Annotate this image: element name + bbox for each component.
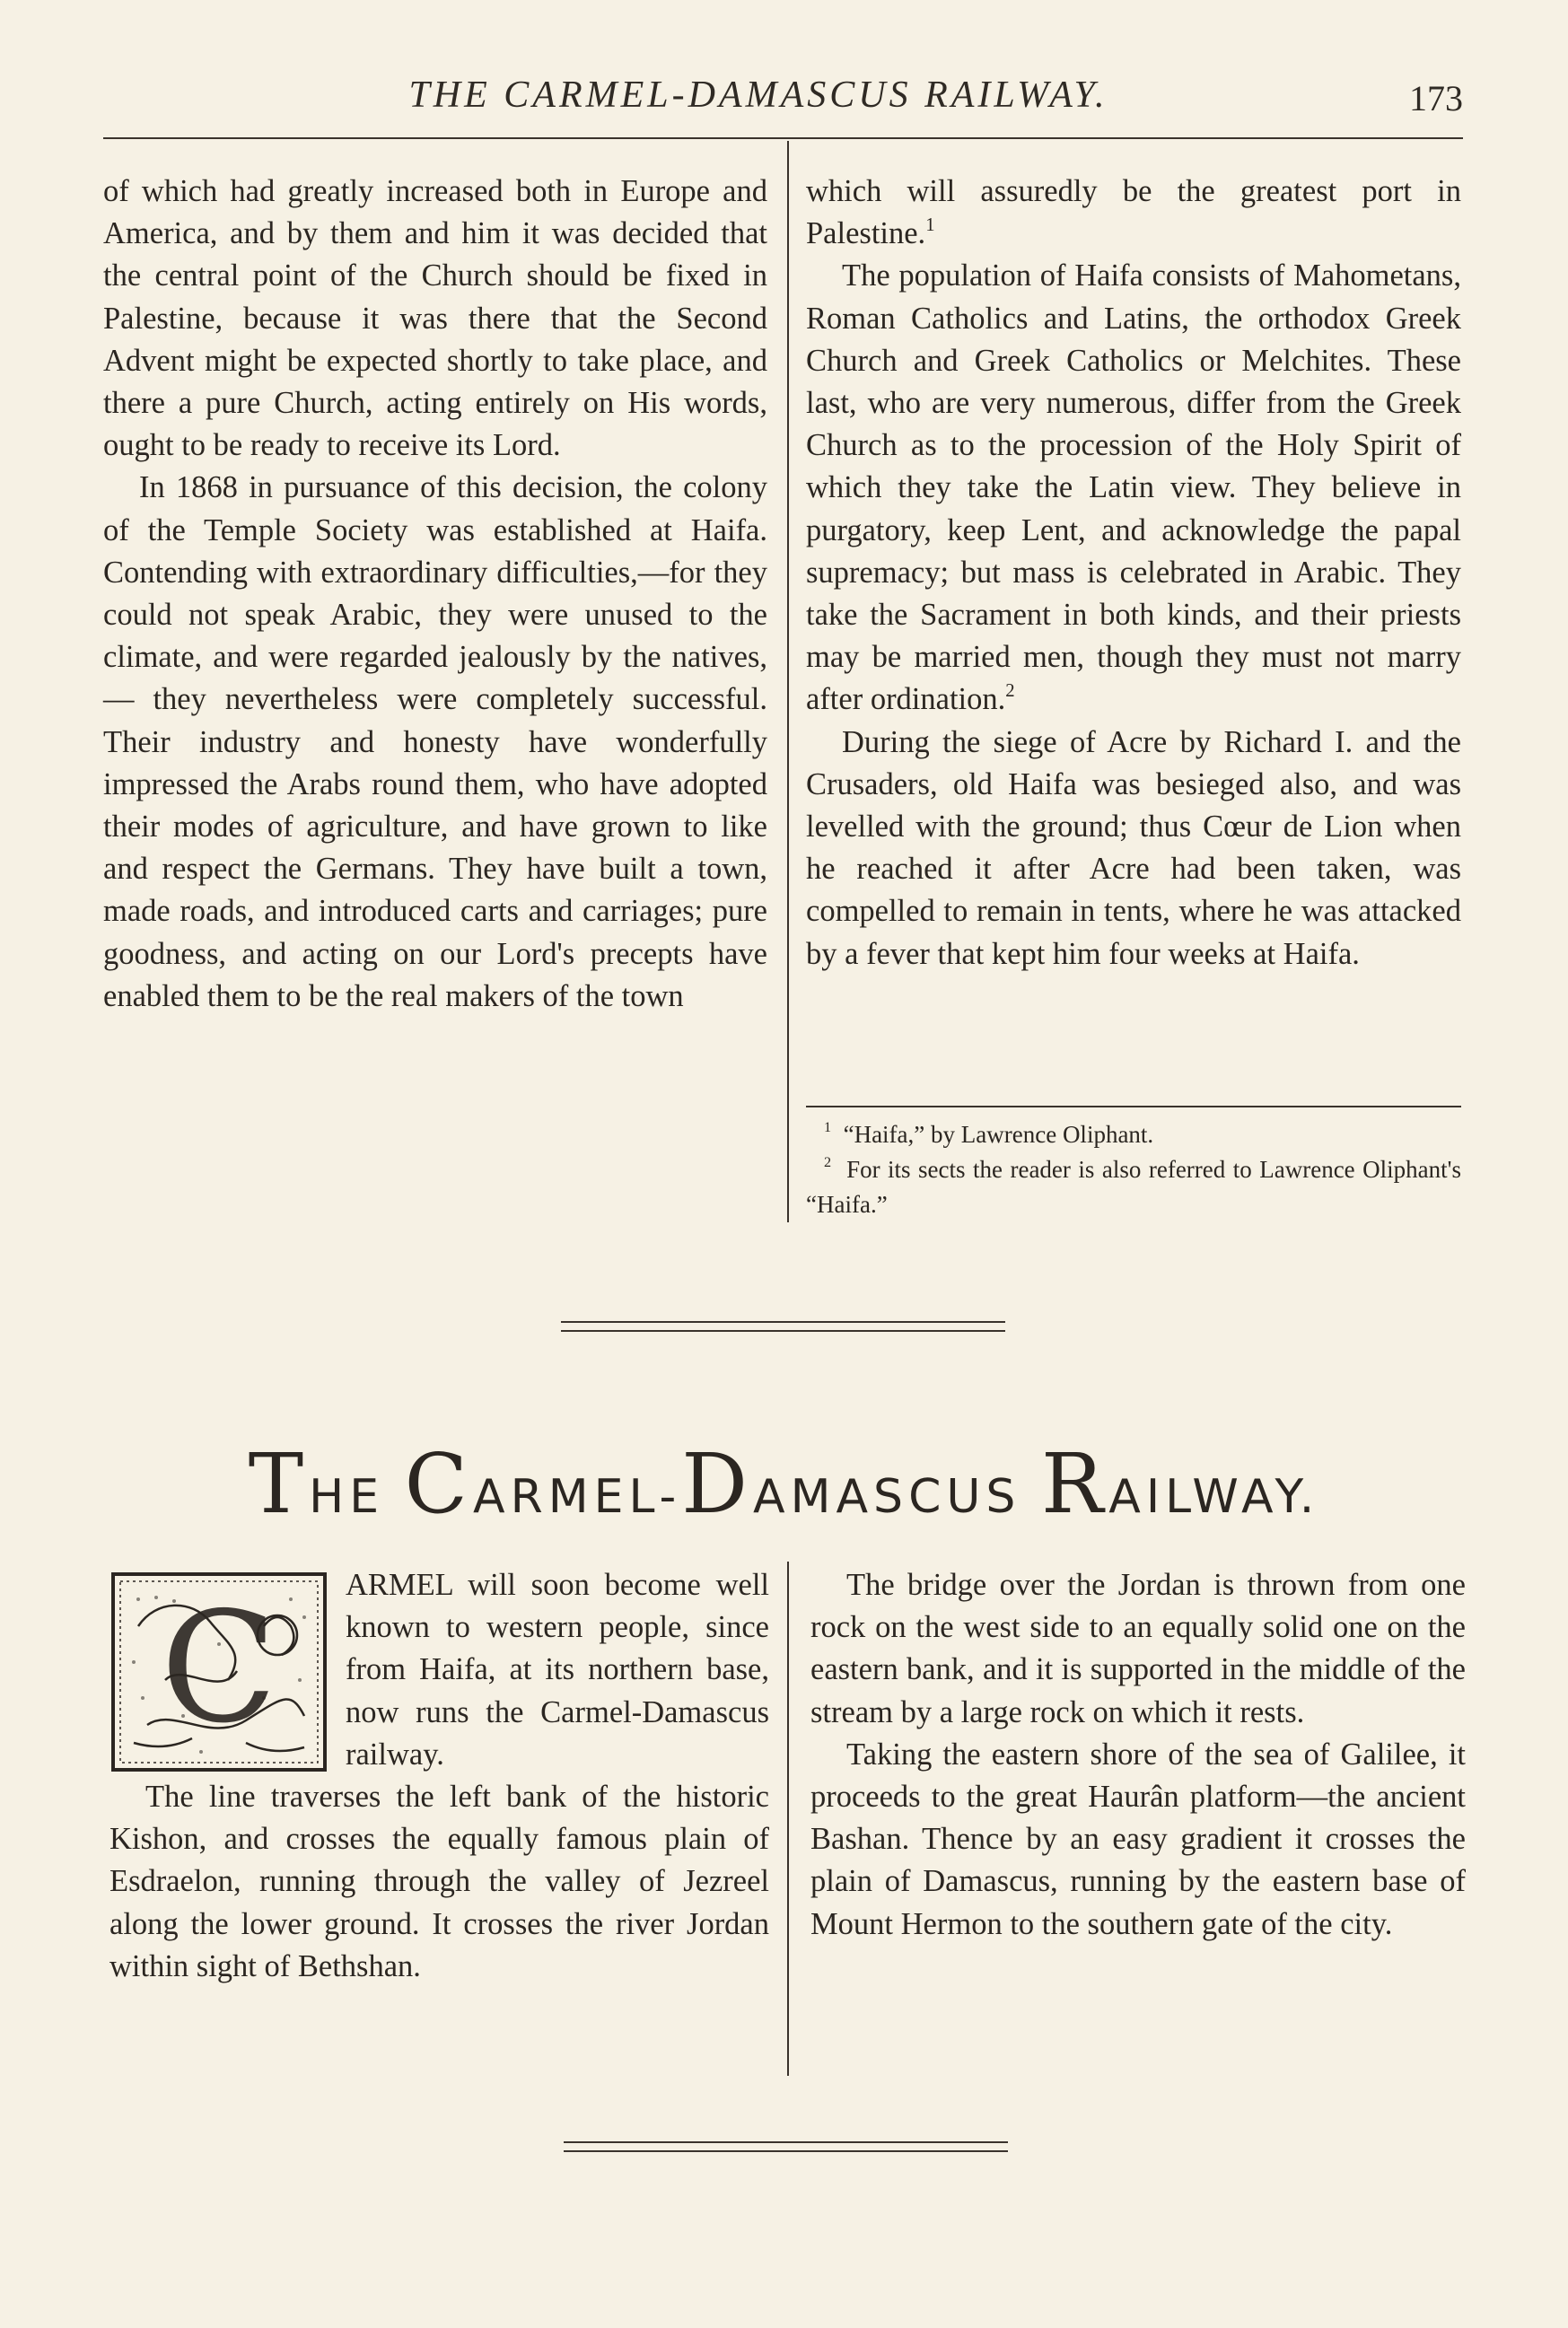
end-divider bbox=[564, 2141, 1008, 2152]
header-rule bbox=[103, 137, 1463, 139]
footnote-text: For its sects the reader is also referred to Lawrence Oliphant's “Haifa.” bbox=[806, 1156, 1461, 1218]
footnote-ref: 2 bbox=[1005, 680, 1015, 701]
footnote-rule bbox=[806, 1106, 1461, 1107]
title-initial: T bbox=[248, 1436, 310, 1532]
footnote bbox=[806, 1152, 1461, 1222]
footnote-mark: 1 bbox=[824, 1119, 832, 1136]
column-right-bottom bbox=[810, 1564, 1466, 1946]
page-number: 173 bbox=[1409, 78, 1463, 118]
footnote-ref: 1 bbox=[925, 214, 935, 235]
dropcap-letter: C bbox=[160, 1580, 278, 1757]
title-rest: AILWAY. bbox=[1108, 1470, 1320, 1524]
title-rest: HE bbox=[309, 1470, 405, 1524]
paragraph: The bridge over the Jordan is thrown from one rock on the west side to an equally solid one on the eastern bank, and it is supported in the middle of the stream by a large rock on which it rests. bbox=[810, 1568, 1466, 1729]
paragraph-text: which will assuredly be the greatest port in Palestine. bbox=[806, 174, 1461, 251]
footnote-text: “Haifa,” by Lawrence Oliphant. bbox=[843, 1121, 1154, 1148]
paragraph: of which had greatly increased both in Europe and America, and by them and him it was decided that the central point of the Church should be fixed in Palestine, because it was there that the Second Advent might be expected shortly to take place, and there a pure Church, acting entirely on His words, ought to be ready to receive its Lord. bbox=[103, 174, 767, 463]
dropcap-spacer bbox=[109, 1564, 329, 1766]
paragraph: In 1868 in pursuance of this decision, the colony of the Temple Society was established at Haifa. Contending with extraordinary difficulties,—for they could not speak Arabic, they were unused to the climate, and were regarded jealously by the natives,— they nevertheless were completely successful. Their industry and honesty have wonderfully impressed the Arabs round them, who have adopted their modes of agriculture, and have grown to like and respect the Germans. They have built a town, made roads, and introduced carts and carriages; pure goodness, and acting on our Lord's precepts have enabled them to be the real makers of the town bbox=[103, 470, 767, 1013]
column-left-bottom bbox=[109, 1564, 769, 1988]
column-right-top bbox=[806, 171, 1461, 976]
paragraph bbox=[806, 171, 1461, 255]
column-divider bbox=[787, 1562, 789, 2076]
article-title bbox=[0, 1436, 1568, 1532]
paragraph: ARMEL will soon become well known to western people, since from Haifa, at its northern base, now runs the Carmel-Damascus railway. bbox=[109, 1564, 769, 1776]
title-initial: C bbox=[404, 1436, 474, 1532]
section-divider bbox=[561, 1321, 1005, 1332]
title-rest: AMASCUS bbox=[753, 1470, 1041, 1524]
column-divider bbox=[787, 141, 789, 1222]
paragraph-text: The population of Haifa consists of Mahometans, Roman Catholics and Latins, the orthodox Greek Church and Greek Catholics or Melchites. These last, who are very numerous, differ from the Greek Church as to the procession of the Holy Spirit of which they take the Latin view. They believe in purgatory, keep Lent, and acknowledge the papal supremacy; but mass is celebrated in Arabic. They take the Sacrament in both kinds, and their priests may be married men, though they must not marry after ordination. bbox=[806, 258, 1461, 717]
footnotes bbox=[806, 1117, 1461, 1222]
footnote bbox=[806, 1117, 1461, 1152]
paragraph: During the siege of Acre by Richard I. and the Crusaders, old Haifa was besieged also, and was levelled with the ground; thus Cœur de Lion when he reached it after Acre had been taken, was compelled to remain in tents, where he was attacked by a fever that kept him four weeks at Haifa. bbox=[806, 724, 1461, 971]
running-header bbox=[103, 74, 1463, 127]
footnote-mark: 2 bbox=[824, 1154, 832, 1171]
paragraph bbox=[806, 255, 1461, 721]
running-title: THE CARMEL-DAMASCUS RAILWAY. bbox=[408, 74, 1108, 116]
paragraph: Taking the eastern shore of the sea of Galilee, it proceeds to the great Haurân platform—the ancient Bashan. Thence by an easy gradient it crosses the plain of Damascus, running by the eastern base of Mount Hermon to the southern gate of the city. bbox=[810, 1737, 1466, 1941]
column-left-top bbox=[103, 171, 767, 1018]
title-initial: R bbox=[1040, 1436, 1109, 1532]
paragraph: The line traverses the left bank of the historic Kishon, and crosses the equally famous plain of Esdraelon, running through the valley of Jezreel along the lower ground. It crosses the river Jordan within sight of Bethshan. bbox=[109, 1780, 769, 1983]
title-rest: ARMEL- bbox=[473, 1470, 682, 1524]
title-initial: D bbox=[681, 1436, 754, 1532]
